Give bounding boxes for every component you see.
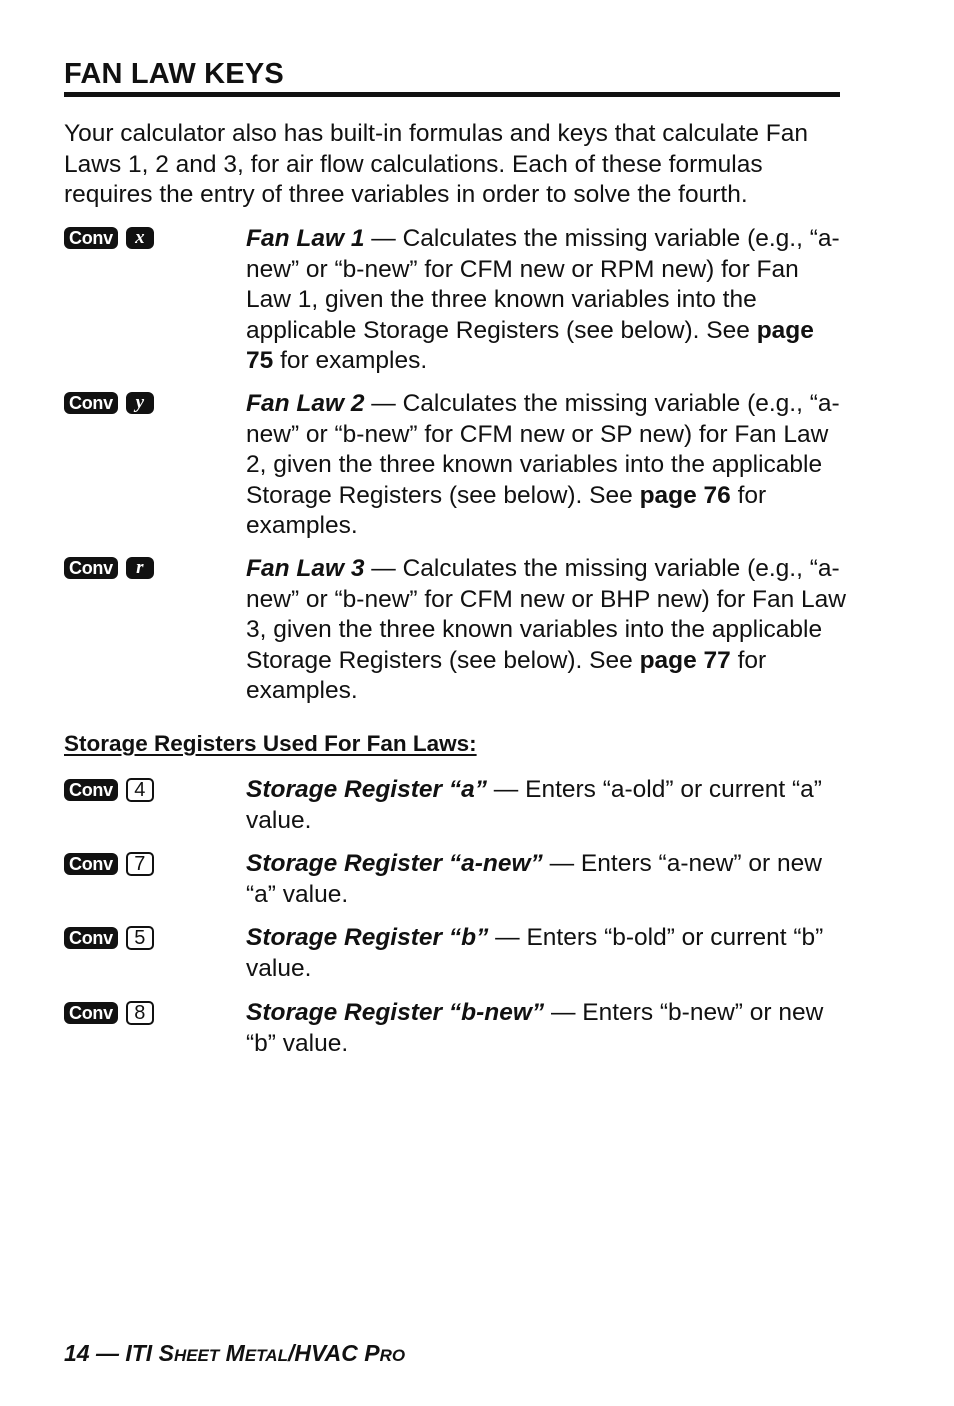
conv-key: Conv bbox=[64, 557, 118, 579]
register-b-keys bbox=[64, 926, 154, 950]
fan-law-2-description bbox=[246, 389, 846, 542]
register-b-new-description bbox=[246, 998, 846, 1059]
footer-mid: /HVAC P bbox=[287, 1340, 380, 1366]
fan-law-3-text: — Calculates the missing variable (e.g., “a-new” or “b-new” for CFM new or BHP new) for Fan Law 3, given the three known variables into the applicable Storage Registers (see below). See bbox=[246, 555, 846, 674]
fan-law-1-text: — Calculates the missing variable (e.g., “a-new” or “b-new” for CFM new or RPM new) for Fan Law 1, given the three known variables into the applicable Storage Registers (see below). See bbox=[246, 225, 840, 344]
conv-key: Conv bbox=[64, 227, 118, 249]
register-a-term: Storage Register “a” bbox=[246, 776, 487, 803]
register-a-new-description bbox=[246, 849, 846, 910]
intro-paragraph: Your calculator also has built-in formulas and keys that calculate Fan Laws 1, 2 and 3, for air flow calculations. Each of these formulas requires the entry of three variables in order to solve the fourth. bbox=[64, 120, 809, 208]
footer-m: M bbox=[219, 1340, 245, 1366]
register-b-term: Storage Register “b” bbox=[246, 924, 489, 951]
fan-law-1-page-ref: page 75 bbox=[246, 316, 814, 374]
register-b-new-term: Storage Register “b-new” bbox=[246, 999, 545, 1026]
register-b-new-keys bbox=[64, 1001, 154, 1025]
fan-law-2-tail: for examples. bbox=[246, 481, 767, 539]
fan-law-3-tail: for examples. bbox=[246, 646, 767, 704]
fan-law-2-text: — Calculates the missing variable (e.g., “a-new” or “b-new” for CFM new or SP new) for Fan Law 2, given the three known variables into the applicable Storage Registers (see below). See bbox=[246, 390, 840, 509]
footer-smallcaps-1: HEET bbox=[173, 1346, 220, 1365]
fan-law-3-term: Fan Law 3 bbox=[246, 555, 365, 582]
register-a-new-term: Storage Register “a-new” bbox=[246, 850, 543, 877]
register-b-text: — Enters “b-old” or current “b” value. bbox=[246, 924, 824, 982]
footer-smallcaps-2: ETAL bbox=[244, 1346, 288, 1365]
digit-7-key: 7 bbox=[126, 852, 154, 876]
digit-8-key: 8 bbox=[126, 1001, 154, 1025]
fan-law-3-keys bbox=[64, 557, 154, 579]
register-a-keys bbox=[64, 778, 154, 802]
register-a-description bbox=[246, 775, 846, 836]
fan-law-1-description bbox=[246, 224, 846, 377]
fan-law-2-term: Fan Law 2 bbox=[246, 390, 365, 417]
r-key: r bbox=[126, 557, 154, 579]
fan-law-1-term: Fan Law 1 bbox=[246, 225, 365, 252]
fan-law-1-keys bbox=[64, 227, 154, 249]
digit-4-key: 4 bbox=[126, 778, 154, 802]
footer-prefix: 14 — ITI S bbox=[64, 1340, 174, 1366]
conv-key: Conv bbox=[64, 927, 118, 949]
footer-smallcaps-3: RO bbox=[379, 1346, 406, 1365]
fan-law-2-keys bbox=[64, 392, 154, 414]
conv-key: Conv bbox=[64, 853, 118, 875]
digit-5-key: 5 bbox=[126, 926, 154, 950]
register-a-new-keys bbox=[64, 852, 154, 876]
page-title: FAN LAW KEYS bbox=[64, 58, 284, 90]
y-key: y bbox=[126, 392, 154, 414]
register-a-new-text: — Enters “a-new” or new “a” value. bbox=[246, 850, 822, 908]
fan-law-3-description bbox=[246, 554, 846, 707]
conv-key: Conv bbox=[64, 392, 118, 414]
fan-law-2-page-ref: page 76 bbox=[639, 481, 731, 509]
register-b-new-text: — Enters “b-new” or new “b” value. bbox=[246, 999, 824, 1057]
fan-law-1-tail: for examples. bbox=[273, 347, 428, 374]
page-footer bbox=[64, 1340, 405, 1367]
conv-key: Conv bbox=[64, 779, 118, 801]
register-b-description bbox=[246, 923, 846, 984]
register-a-text: — Enters “a-old” or current “a” value. bbox=[246, 776, 822, 834]
storage-registers-heading: Storage Registers Used For Fan Laws: bbox=[64, 731, 477, 756]
x-key: x bbox=[126, 227, 154, 249]
fan-law-3-page-ref: page 77 bbox=[639, 646, 731, 674]
title-rule bbox=[64, 92, 840, 97]
conv-key: Conv bbox=[64, 1002, 118, 1024]
